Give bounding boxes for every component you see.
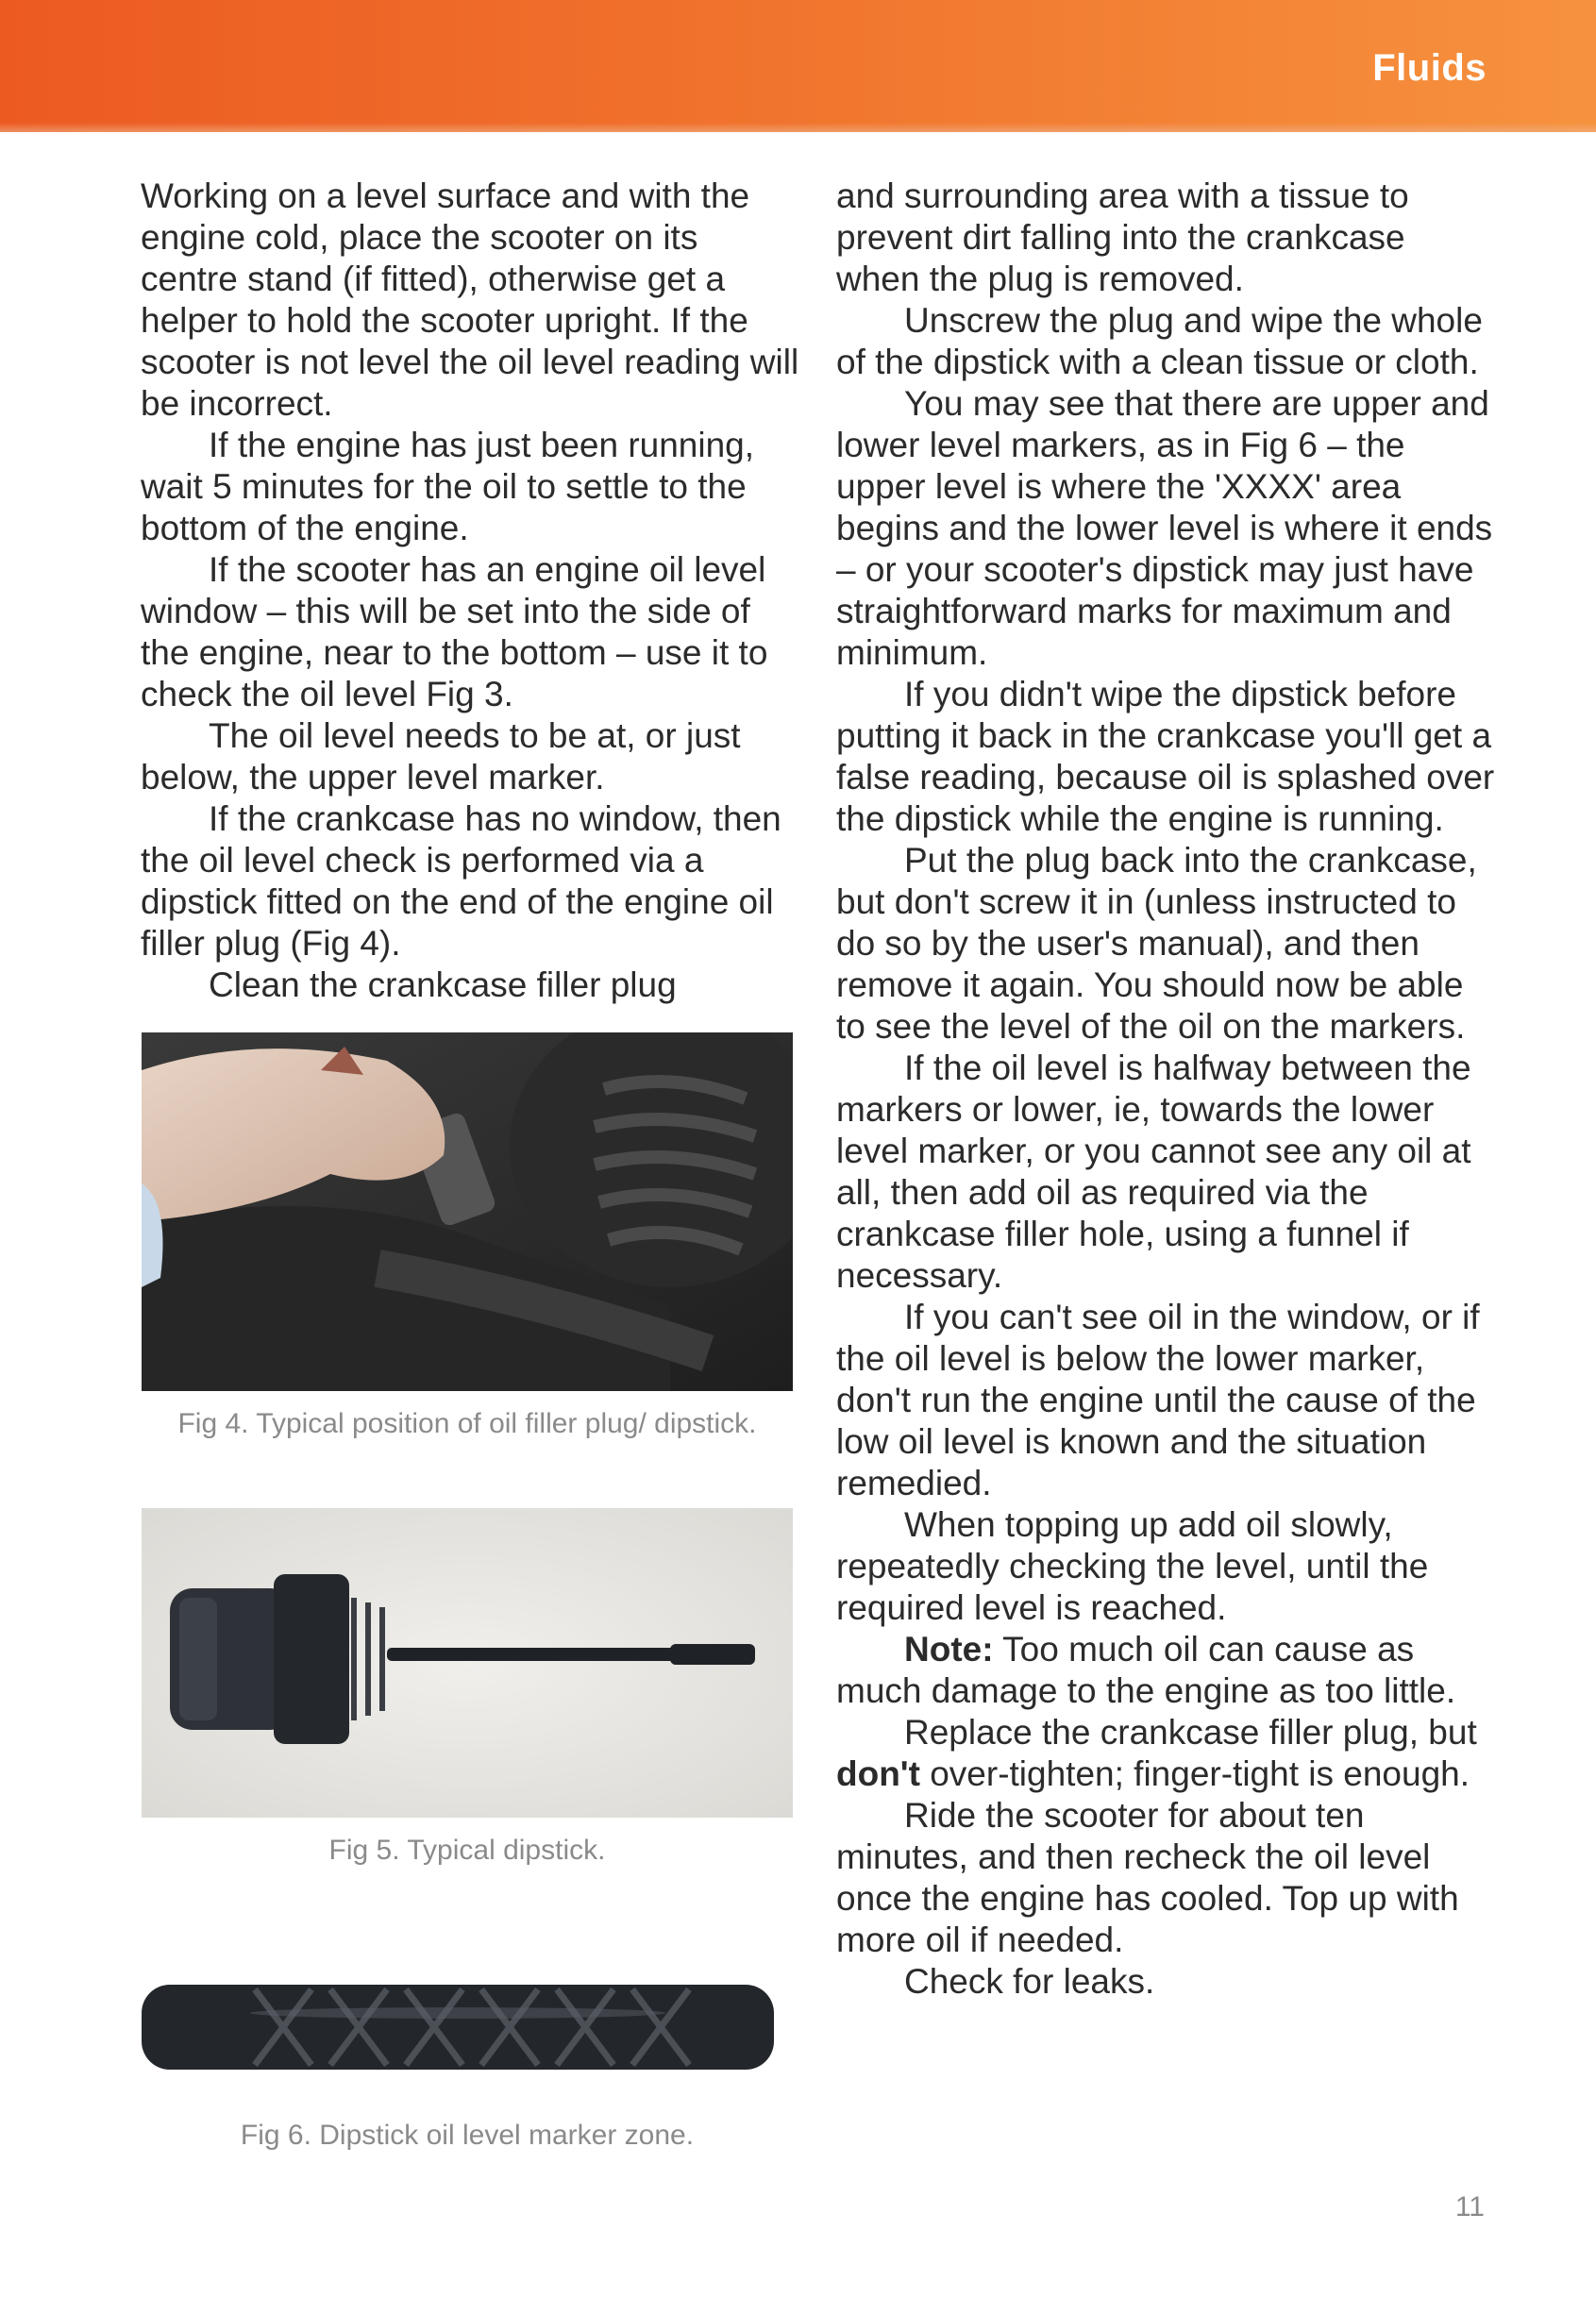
- left-paragraph-4: The oil level needs to be at, or just below, the upper level marker.: [141, 716, 741, 797]
- header-band: [0, 0, 1596, 132]
- fig5-caption: Fig 5. Typical dipstick.: [328, 1835, 606, 1866]
- right-paragraph-3: You may see that there are upper and lower level markers, as in Fig 6 – the upper level is where the 'XXXX' area begins and the lower level is where it ends – or your scooter's dipstick may just have straightforward marks for maximum and minimum.: [836, 384, 1493, 672]
- fig6-caption: Fig 6. Dipstick oil level marker zone.: [240, 2120, 695, 2151]
- right-paragraph-8: When topping up add oil slowly, repeatedly checking the level, until the required level is reached.: [836, 1505, 1429, 1627]
- left-column: [141, 176, 801, 1006]
- replace-after: over-tighten; finger-tight is enough.: [919, 1754, 1470, 1793]
- note-text: Too much oil can cause as much damage to the engine as too little.: [836, 1630, 1456, 1710]
- fig4-caption: Fig 4. Typical position of oil filler plug/ dipstick.: [177, 1408, 757, 1439]
- right-paragraph-6: If the oil level is halfway between the markers or lower, ie, towards the lower level marker, or you cannot see any oil at all, then add oil as required via the crankcase filler hole, using a funnel if necessary.: [836, 1048, 1471, 1295]
- left-paragraph-1: Working on a level surface and with the engine cold, place the scooter on its centre stand (if fitted), otherwise get a helper to hold the scooter upright. If the scooter is not level the oil level reading will be incorrect.: [141, 176, 799, 423]
- right-column: [836, 176, 1497, 2003]
- note-label: Note:: [904, 1630, 994, 1669]
- right-paragraph-5: Put the plug back into the crankcase, but don't screw it in (unless instructed to do so by the user's manual), and then remove it again. You should now be able to see the level of the oil on the markers.: [836, 841, 1477, 1046]
- replace-before: Replace the crankcase filler plug, but: [904, 1713, 1477, 1752]
- left-paragraph-5: If the crankcase has no window, then the oil level check is performed via a dipstick fitted on the end of the engine oil filler plug (Fig 4).: [141, 799, 781, 963]
- note-paragraph: [836, 1629, 1497, 1712]
- right-paragraph-7: If you can't see oil in the window, or if the oil level is below the lower marker, don't run the engine until the cause of the low oil level is known and the situation remedied.: [836, 1298, 1480, 1502]
- check-paragraph: Check for leaks.: [904, 1962, 1155, 2001]
- replace-bold: don't: [836, 1754, 920, 1793]
- right-paragraph-1: and surrounding area with a tissue to prevent dirt falling into the crankcase when the plug is removed.: [836, 176, 1409, 298]
- left-paragraph-2: If the engine has just been running, wait 5 minutes for the oil to settle to the bottom of the engine.: [141, 426, 755, 547]
- fig4-photo: [142, 1032, 793, 1391]
- figure-5: [142, 1508, 793, 1870]
- page-number: 11: [1454, 2191, 1485, 2223]
- right-paragraph-2: Unscrew the plug and wipe the whole of the dipstick with a clean tissue or cloth.: [836, 301, 1483, 381]
- replace-paragraph: [836, 1712, 1497, 1795]
- right-paragraph-4: If you didn't wipe the dipstick before putting it back in the crankcase you'll get a false reading, because oil is splashed over the dipstick while the engine is running.: [836, 675, 1495, 838]
- figure-6: [142, 1942, 793, 2155]
- ride-paragraph: Ride the scooter for about ten minutes, and then recheck the oil level once the engine has cooled. Top up with more oil if needed.: [836, 1796, 1459, 1959]
- fig5-photo: [142, 1508, 793, 1818]
- section-title: Fluids: [1372, 47, 1487, 89]
- figure-4: [142, 1032, 793, 1444]
- left-paragraph-6: Clean the crankcase filler plug: [209, 965, 677, 1004]
- fig6-photo: [142, 1942, 793, 2103]
- left-paragraph-3: If the scooter has an engine oil level window – this will be set into the side of the engine, near to the bottom – use it to check the oil level Fig 3.: [141, 550, 768, 713]
